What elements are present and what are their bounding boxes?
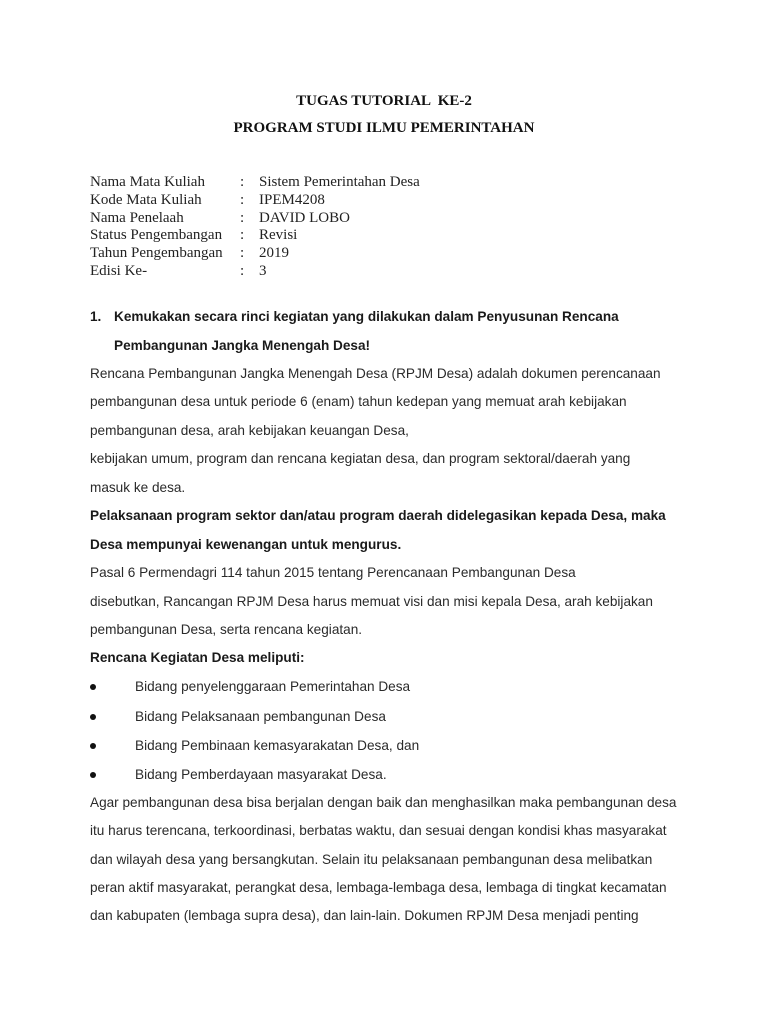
bullet-icon — [90, 772, 96, 778]
question-line-2: Pembangunan Jangka Menengah Desa! — [114, 338, 371, 353]
course-info-label: Tahun Pengembangan — [90, 245, 223, 262]
paragraph-line: pembangunan Desa, serta rencana kegiatan. — [90, 622, 363, 637]
list-item: Bidang Pembinaan kemasyarakatan Desa, dan — [135, 738, 420, 753]
list-item: Bidang Pemberdayaan masyarakat Desa. — [135, 767, 387, 782]
paragraph-line: disebutkan, Rancangan RPJM Desa harus memuat visi dan misi kepala Desa, arah kebijakan — [90, 594, 653, 609]
course-info-colon: : — [240, 227, 245, 244]
course-info-label: Status Pengembangan — [90, 227, 223, 244]
course-info-label: Edisi Ke- — [90, 262, 148, 279]
course-info-value: Sistem Pemerintahan Desa — [259, 174, 420, 190]
course-info-colon: : — [240, 174, 245, 190]
course-info-colon: : — [240, 245, 245, 262]
list-item: Bidang Pelaksanaan pembangunan Desa — [135, 709, 386, 724]
paragraph-line: dan wilayah desa yang bersangkutan. Selain itu pelaksanaan pembangunan desa melibatkan — [90, 852, 653, 867]
paragraph-line: dan kabupaten (lembaga supra desa), dan lain-lain. Dokumen RPJM Desa menjadi penting — [90, 908, 639, 923]
list-item: Bidang penyelenggaraan Pemerintahan Desa — [135, 679, 411, 694]
list-heading: Rencana Kegiatan Desa meliputi: — [90, 650, 305, 665]
question-number: 1. — [90, 309, 102, 324]
course-info-value: IPEM4208 — [259, 191, 325, 208]
course-info-colon: : — [240, 262, 245, 279]
course-info-label: Nama Penelaah — [90, 209, 184, 226]
paragraph-line: Pasal 6 Permendagri 114 tahun 2015 tentang Perencanaan Pembangunan Desa — [90, 565, 576, 580]
bullet-icon — [90, 684, 96, 690]
document-title: TUGAS TUTORIAL KE-2 — [296, 93, 472, 109]
bold-paragraph-line: Pelaksanaan program sektor dan/atau program daerah didelegasikan kepada Desa, maka — [90, 508, 666, 523]
paragraph-line: itu harus terencana, terkoordinasi, berbatas waktu, dan sesuai dengan kondisi khas masyarakat — [90, 823, 667, 838]
paragraph-line: masuk ke desa. — [90, 480, 186, 495]
course-info-value: 3 — [259, 262, 267, 279]
course-info-value: Revisi — [259, 227, 298, 244]
paragraph-line: kebijakan umum, program dan rencana kegiatan desa, dan program sektoral/daerah yang — [90, 451, 631, 466]
paragraph-line: peran aktif masyarakat, perangkat desa, lembaga-lembaga desa, lembaga di tingkat kecamatan — [90, 880, 667, 895]
paragraph-line: Rencana Pembangunan Jangka Menengah Desa (RPJM Desa) adalah dokumen perencanaan — [90, 366, 661, 381]
bullet-icon — [90, 714, 96, 720]
course-info-colon: : — [240, 191, 245, 208]
paragraph-line: pembangunan desa, arah kebijakan keuangan Desa, — [90, 423, 409, 438]
question-line-1: Kemukakan secara rinci kegiatan yang dilakukan dalam Penyusunan Rencana — [114, 309, 619, 324]
bullet-icon — [90, 743, 96, 749]
course-info-value: 2019 — [259, 245, 289, 262]
paragraph-line: Agar pembangunan desa bisa berjalan dengan baik dan menghasilkan maka pembangunan desa — [90, 795, 677, 810]
course-info-value: DAVID LOBO — [259, 209, 350, 226]
bold-paragraph-line: Desa mempunyai kewenangan untuk mengurus. — [90, 537, 402, 552]
course-info-label: Kode Mata Kuliah — [90, 191, 202, 208]
course-info-label: Nama Mata Kuliah — [90, 174, 205, 190]
document-subtitle: PROGRAM STUDI ILMU PEMERINTAHAN — [233, 120, 535, 136]
paragraph-line: pembangunan desa untuk periode 6 (enam) tahun kedepan yang memuat arah kebijakan — [90, 394, 627, 409]
course-info-colon: : — [240, 209, 245, 226]
